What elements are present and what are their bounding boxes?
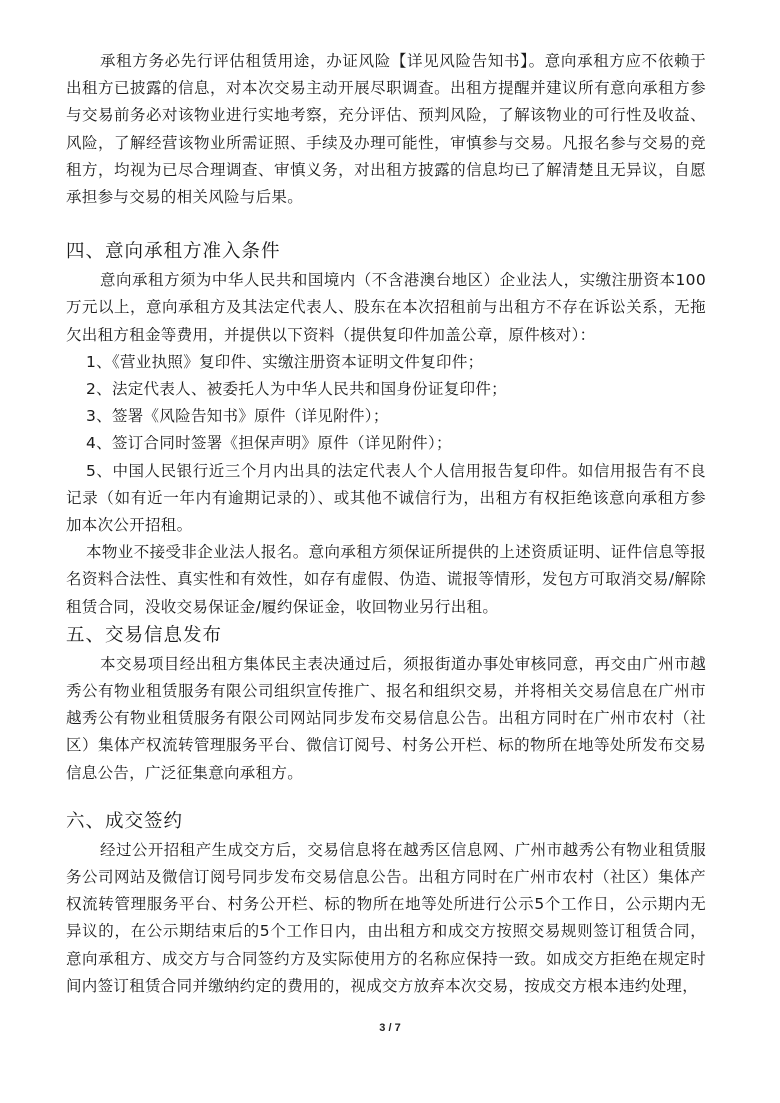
page-number: 3 / 7 (379, 1022, 401, 1034)
section-6-heading: 六、成交签约 (66, 810, 184, 832)
requirement-item-3: 3、签署《风险告知书》原件（详见附件）； (86, 407, 389, 426)
section-4-heading: 四、意向承租方准入条件 (66, 241, 281, 263)
requirement-item-5: 5、中国人民银行近三个月内出具的法定代表人个人信用报告复印件。如信用报告有不良记录（如有近一年内有逾期记录的）、或其他不诚信行为，出租方有权拒绝该意向承租方参加本次公开招租。 (66, 461, 706, 535)
section-4-paragraph-1: 意向承租方须为中华人民共和国境内（不含港澳台地区）企业法人，实缴注册资本100万元以上，意向承租方及其法定代表人、股东在本次招租前与出租方不存在诉讼关系，无拖欠出租方租金等费用，并提供以下资料（提供复印件加盖公章，原件核对）： (66, 271, 706, 344)
section-4-paragraph-2: 本物业不接受非企业法人报名。意向承租方须保证所提供的上述资质证明、证件信息等报名资料合法性、真实性和有效性，如存有虚假、伪造、谎报等情形，发包方可取消交易/解除租赁合同，没收交易保证金/履约保证金，收回物业另行出租。 (66, 543, 706, 616)
section-5-paragraph: 本交易项目经出租方集体民主表决通过后，须报街道办事处审核同意，再交由广州市越秀公有物业租赁服务有限公司组织宣传推广、报名和组织交易，并将相关交易信息在广州市越秀公有物业租赁服务有限公司网站同步发布交易信息公告。出租方同时在广州市农村（社区）集体产权流转管理服务平台、微信订阅号、村务公开栏、标的物所在地等处所发布交易信息公告，广泛征集意向承租方。 (66, 654, 706, 782)
requirement-item-2: 2、法定代表人、被委托人为中华人民共和国身份证复印件； (86, 380, 507, 399)
section-6-paragraph: 经过公开招租产生成交方后，交易信息将在越秀区信息网、广州市越秀公有物业租赁服务公司网站及微信订阅号同步发布交易信息公告。出租方同时在广州市农村（社区）集体产权流转管理服务平台、村务公开栏、标的物所在地等处所进行公示5个工作日，公示期内无异议的，在公示期结束后的5个工作日内，由出租方和成交方按照交易规则签订租赁合同，意向承租方、成交方与合同签约方及实际使用方的名称应保持一致。如成交方拒绝在规定时间内签订租赁合同并缴纳约定的费用的，视成交方放弃本次交易，按成交方根本违约处理， (66, 840, 706, 995)
section-5-heading: 五、交易信息发布 (66, 624, 223, 646)
document-page (66, 48, 706, 1000)
requirement-item-4: 4、签订合同时签署《担保声明》原件（详见附件）； (86, 434, 452, 453)
requirement-item-1: 1、《营业执照》复印件、实缴注册资本证明文件复印件； (86, 352, 484, 371)
intro-paragraph: 承租方务必先行评估租赁用途，办证风险【详见风险告知书】。意向承租方应不依赖于出租方已披露的信息，对本次交易主动开展尽职调查。出租方提醒并建议所有意向承租方参与交易前务必对该物业进行实地考察，充分评估、预判风险，了解该物业的可行性及收益、风险，了解经营该物业所需证照、手续及办理可能性，审慎参与交易。凡报名参与交易的竞租方，均视为已尽合理调查、审慎义务，对出租方披露的信息均已了解清楚且无异议，自愿承担参与交易的相关风险与后果。 (66, 52, 706, 207)
